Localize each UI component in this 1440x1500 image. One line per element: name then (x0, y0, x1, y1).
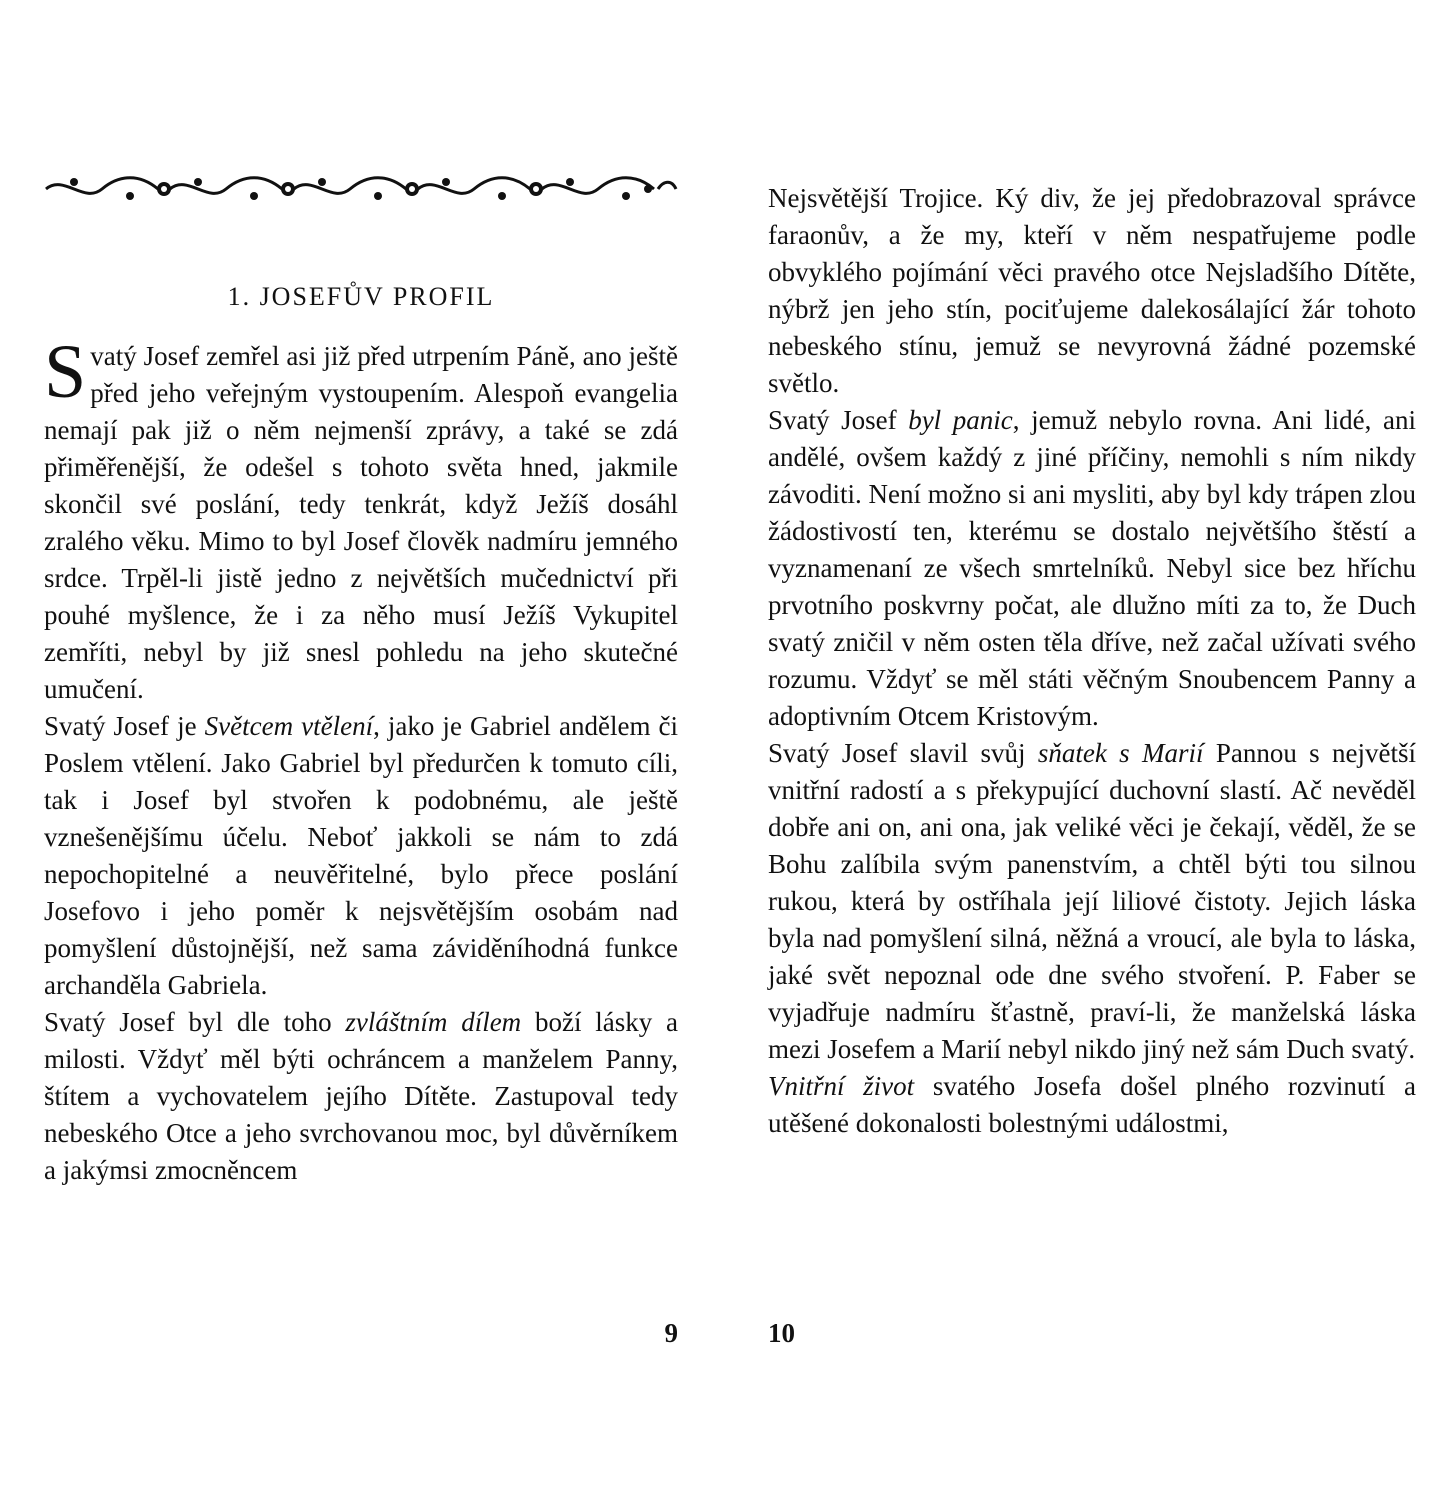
paragraph-text: , jako je Gabriel andělem či Poslem vtělení. Jako Gabriel byl předurčen k tomuto cíli, tak i Josef byl stvořen k podobnému, ale ještě vznešenějšímu účelu. Neboť jakkoli se nám to zdá nepochopitelné a neuvěřitelné, bylo přece poslání Josefovo i jeho poměr k nejsvětějším osobám nad pomyšlení důstojnější, než sama záviděníhodná funkce archanděla Gabriela. (44, 711, 678, 1000)
paragraph (768, 1068, 1416, 1142)
right-page-text (768, 180, 1416, 1142)
page-number-right: 10 (768, 1318, 795, 1348)
chapter-title: 1. JOSEFŮV PROFIL (227, 282, 495, 311)
paragraph-text: boží lásky a milosti. Vždyť měl býti ochráncem a manželem Panny, štítem a vychovatelem jejího Dítěte. Zastupoval tedy nebeského Otce a jeho svrchovanou moc, byl důvěrníkem a jakýmsi zmocněncem (44, 1007, 678, 1185)
paragraph-text: vatý Josef zemřel asi již před utrpením Páně, ano ještě před jeho veřejným vystoupením. Alespoň evangelia nemají pak již o něm nejmenší zprávy, a také se zdá přiměřenější, že odešel s tohoto světa hned, jakmile skončil své poslání, tedy tenkrát, když Ježíš dosáhl zralého věku. Mimo to byl Josef člověk nadmíru jemného srdce. Trpěl-li jistě jedno z největších mučednictví při pouhé myšlence, že i za něho musí Ježíš Vykupitel zemříti, nebyl by již snesl pohledu na jeho skutečné umučení. (44, 341, 678, 704)
paragraph-text: Nejsvětější Trojice. Ký div, že jej předobrazoval správce faraonův, a že my, kteří v něm nespatřujeme podle obvyklého pojímání věci pravého otce Nejsladšího Dítěte, nýbrž jen jeho stín, pociťujeme dalekosálající žár tohoto nebeského stínu, jemuž se nevyrovná žádné pozemské světlo. (768, 183, 1416, 398)
emphasis-text: zvláštním dílem (345, 1007, 522, 1037)
paragraph (768, 735, 1416, 1068)
paragraph-text: , jemuž nebylo rovna. Ani lidé, ani andělé, ovšem každý z jiné příčiny, nemohli s ním nikdy závoditi. Není možno si ani mysliti, aby byl kdy trápen zlou žádostivostí ten, kterému se dostalo největšího štěstí a vyznamenaní ze všech smrtelníků. Nebyl sice bez hříchu prvotního poskvrny počat, ale dlužno míti za to, že Duch svatý zničil v něm osten těla dříve, než začal užívati svého rozumu. Vždyť se měl státi věčným Snoubencem Panny a adoptivním Otcem Kristovým. (768, 405, 1416, 731)
paragraph (44, 708, 678, 1004)
right-page (720, 0, 1440, 1500)
paragraph-text: Svatý Josef byl dle toho (44, 1007, 346, 1037)
left-page-text (44, 330, 678, 1189)
paragraph-text: svatého Josefa došel plného rozvinutí a utěšené dokonalosti bolestnými událostmi, (768, 1071, 1416, 1138)
paragraph (768, 180, 1416, 402)
emphasis-text: byl panic (908, 405, 1013, 435)
drop-cap-letter: S (44, 330, 87, 414)
paragraph (44, 330, 678, 708)
paragraph-text: Pannou s největší vnitřní radostí a s překypující duchovní slastí. Ač nevěděl dobře ani on, ani ona, jak veliké věci je čekají, věděl, že se Bohu zalíbila svým panenstvím, a chtěl býti tou silnou rukou, která by ostříhala její liliové čistoty. Jejich láska byla nad pomyšlení silná, něžná a vroucí, ale byla to láska, jaké svět nepoznal ode dne svého stvoření. P. Faber se vyjadřuje nadmíru šťastně, praví-li, že manželská láska mezi Josefem a Marií nebyl nikdo jiný než sám Duch svatý. (768, 738, 1416, 1064)
paragraph-text: Svatý Josef (768, 405, 909, 435)
paragraph (768, 402, 1416, 735)
paragraph (44, 1004, 678, 1189)
ornament-border (44, 172, 678, 206)
emphasis-text: Světcem vtělení (204, 711, 374, 741)
paragraph-text: Svatý Josef je (44, 711, 205, 741)
emphasis-text: Vnitřní život (768, 1071, 915, 1101)
page-number-left: 9 (664, 1318, 678, 1348)
emphasis-text: sňatek s Marií (1037, 738, 1204, 768)
paragraph-text: Svatý Josef slavil svůj (768, 738, 1038, 768)
